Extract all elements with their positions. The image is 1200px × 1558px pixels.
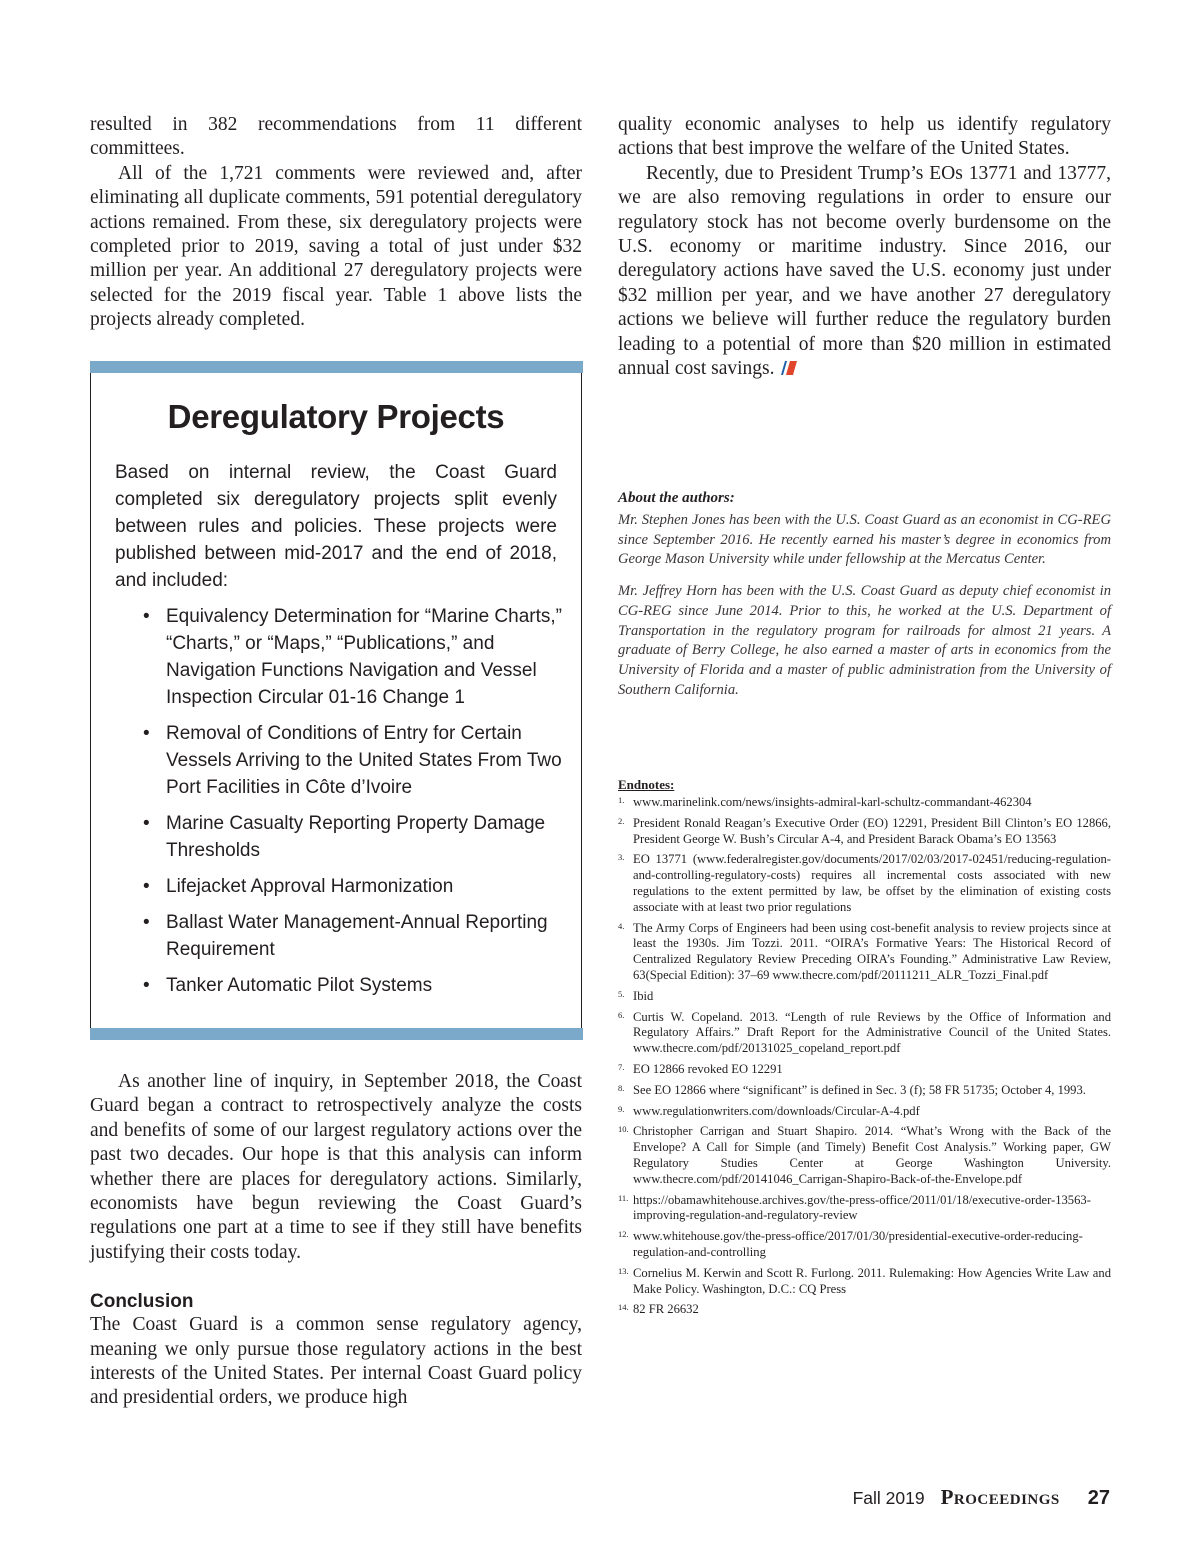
endnote <box>618 989 1111 1005</box>
endnote <box>618 1083 1111 1099</box>
endnote <box>618 1124 1111 1187</box>
endnote-number: 1. <box>618 795 625 805</box>
list-item-text: Marine Casualty Reporting Property Damage Thresholds <box>166 813 546 861</box>
endnote-text: https://obamawhitehouse.archives.gov/the-press-office/2011/01/18/executive-order-13563-improving-regulation-and-regulatory-review <box>633 1192 1091 1223</box>
endnote-text: Curtis W. Copeland. 2013. “Length of rule Reviews by the Office of Information and Regulatory Affairs.” Draft Report for the Administrative Council of the United States. www.thecre.com/pdf/20131025_copeland_report.pdf <box>633 1009 1111 1056</box>
endnote <box>618 1104 1111 1120</box>
endnote <box>618 1302 1111 1318</box>
list-item <box>139 603 563 711</box>
right-column <box>618 113 1111 381</box>
endnote <box>618 816 1111 848</box>
endnotes-heading: Endnotes: <box>618 777 675 792</box>
endnote-number: 11. <box>618 1192 629 1203</box>
endnote <box>618 1010 1111 1057</box>
endnote-text: See EO 12866 where “significant” is defined in Sec. 3 (f); 58 FR 51735; October 4, 1993. <box>633 1082 1086 1097</box>
endnote-number: 6. <box>618 1009 625 1020</box>
body-paragraph: resulted in 382 recommendations from 11 different committees. <box>90 114 582 160</box>
endnote-text: Cornelius M. Kerwin and Scott R. Furlong. 2011. Rulemaking: How Agencies Write Law and Make Policy. Washington, D.C.: CQ Press <box>633 1265 1111 1296</box>
page-footer <box>853 1485 1110 1510</box>
left-column-top <box>90 113 582 333</box>
endnote-text: 82 FR 26632 <box>633 1302 699 1317</box>
sidebar-top-bar <box>90 361 583 373</box>
deregulatory-projects-sidebar <box>90 361 582 1040</box>
endnote-number: 13. <box>618 1265 629 1276</box>
author-bio: Mr. Stephen Jones has been with the U.S. Coast Guard as an economist in CG-REG since September 2016. He recently earned his master’s degree in economics from George Mason University while under fellowship at the Mercatus Center. <box>618 512 1111 568</box>
magazine-name: Proceedings <box>940 1485 1060 1509</box>
endnotes-list <box>618 795 1111 1318</box>
endnote-number: 14. <box>618 1302 629 1313</box>
endnote-text: www.marinelink.com/news/insights-admiral-karl-schultz-commandant-462304 <box>633 795 1032 809</box>
endnote-text: EO 13771 (www.federalregister.gov/documents/2017/02/03/2017-02451/reducing-regulation-and-controlling-regulatory-costs) requires all incremental costs associated with new regulations to the extent permitted by law, be offset by the elimination of existing costs associate with at least two prior regulations <box>633 852 1111 914</box>
sidebar-project-list <box>139 603 563 1008</box>
endnote-text: EO 12866 revoked EO 12291 <box>633 1061 783 1076</box>
bullet-icon: • <box>143 912 150 933</box>
endnote-text: Christopher Carrigan and Stuart Shapiro. 2014. “What’s Wrong with the Back of the Envelope? A Call for Simple (and Timely) Benefit Cost Analysis.” Working paper, GW Regulatory Studies Center at George Washington University. www.thecre.com/pdf/20141046_Carrigan-Shapiro-Back-of-the-Envelope.pdf <box>633 1124 1111 1186</box>
endnote-text: President Ronald Reagan’s Executive Order (EO) 12291, President Bill Clinton’s EO 12866, President George W. Bush’s Circular A-4, and President Barack Obama’s EO 13563 <box>633 815 1111 846</box>
endnotes <box>618 777 1111 1323</box>
endnote-number: 4. <box>618 920 625 931</box>
body-paragraph-text: Recently, due to President Trump’s EOs 13771 and 13777, we are also removing regulations in order to ensure our regulatory stock has not become overly burdensome on the U.S. economy or maritime industry. Since 2016, our deregulatory actions have saved the U.S. economy just under $32 million per year, and we have another 27 deregulatory actions we believe will further reduce the regulatory burden leading to a potential of more than $20 million in estimated annual cost savings. <box>618 162 1111 380</box>
body-paragraph: quality economic analyses to help us identify regulatory actions that best improve the welfare of the United States. <box>618 114 1111 160</box>
issue-date: Fall 2019 <box>852 1488 925 1508</box>
endnote <box>618 1229 1111 1261</box>
end-of-article-icon <box>778 360 798 376</box>
bullet-icon: • <box>143 606 150 627</box>
bullet-icon: • <box>143 876 150 897</box>
endnote-number: 3. <box>618 852 625 863</box>
endnote-number: 10. <box>618 1124 629 1135</box>
sidebar-title: Deregulatory Projects <box>167 398 505 435</box>
list-item <box>139 720 563 801</box>
list-item-text: Removal of Conditions of Entry for Certain Vessels Arriving to the United States From Two Port Facilities in Côte d’Ivoire <box>166 723 562 798</box>
list-item-text: Lifejacket Approval Harmonization <box>166 876 454 897</box>
endnote-number: 8. <box>618 1082 625 1093</box>
list-item-text: Ballast Water Management-Annual Reporting Requirement <box>166 912 548 960</box>
endnote-number: 12. <box>618 1229 629 1240</box>
body-paragraph: As another line of inquiry, in September 2018, the Coast Guard began a contract to retrospectively analyze the costs and benefits of some of our largest regulatory actions over the past two decades. Our hope is that this analysis can inform whether there are places for deregulatory actions. Similarly, economists have begun reviewing the Coast Guard’s regulations one part at a time to see if they still have benefits justifying their costs today. <box>90 1071 582 1263</box>
endnote-number: 2. <box>618 815 625 826</box>
endnote-text: The Army Corps of Engineers had been using cost-benefit analysis to review projects since at least the 1930s. Jim Tozzi. 2011. “OIRA’s Formative Years: The Historical Record of Centralized Regulatory Review Preceding OIRA’s Founding.” Administrative Law Review, 63(Special Edition): 37–69 www.thecre.com/pdf/20111211_ALR_Tozzi_Final.pdf <box>633 920 1111 982</box>
about-heading: About the authors: <box>618 490 735 506</box>
bullet-icon: • <box>143 813 150 834</box>
endnote-number: 5. <box>618 988 625 999</box>
bullet-icon: • <box>143 723 150 744</box>
list-item <box>139 909 563 963</box>
endnote-number: 9. <box>618 1103 625 1114</box>
endnote-number: 7. <box>618 1061 625 1072</box>
list-item-text: Tanker Automatic Pilot Systems <box>166 975 433 996</box>
endnote <box>618 1062 1111 1078</box>
endnote <box>618 1266 1111 1298</box>
body-paragraph <box>618 162 1111 382</box>
left-column-bottom <box>90 1070 582 1411</box>
author-bio: Mr. Jeffrey Horn has been with the U.S. Coast Guard as deputy chief economist in CG-REG since June 2014. Prior to this, he worked at the U.S. Department of Transportation in the regulatory program for railroads for almost 21 years. A graduate of Berry College, he also earned a master of arts in economics from the University of Florida and a master of public administration from the University of Southern California. <box>618 583 1111 698</box>
bullet-icon: • <box>143 975 150 996</box>
about-the-authors <box>618 490 1111 712</box>
endnote-text: www.whitehouse.gov/the-press-office/2017/01/30/presidential-executive-order-reducing-regulation-and-controlling <box>633 1229 1083 1259</box>
body-paragraph: All of the 1,721 comments were reviewed and, after eliminating all duplicate comments, 591 potential deregulatory actions remained. From these, six deregulatory projects were completed prior to 2019, saving a total of just under $32 million per year. An additional 27 deregulatory projects were selected for the 2019 fiscal year. Table 1 above lists the projects already completed. <box>90 162 582 331</box>
list-item <box>139 810 563 864</box>
sidebar-intro: Based on internal review, the Coast Guard completed six deregulatory projects split evenly between rules and policies. These projects were published between mid-2017 and the end of 2018, and included: <box>115 462 557 591</box>
conclusion-heading: Conclusion <box>90 1291 194 1313</box>
page-number: 27 <box>1087 1487 1110 1509</box>
endnote <box>618 852 1111 915</box>
list-item-text: Equivalency Determination for “Marine Charts,” “Charts,” or “Maps,” “Publications,” and Navigation Functions Navigation and Vessel Inspection Circular 01-16 Change 1 <box>166 606 562 708</box>
endnote-text: www.regulationwriters.com/downloads/Circular-A-4.pdf <box>633 1103 920 1118</box>
endnote-text: Ibid <box>633 988 654 1003</box>
sidebar-bottom-bar <box>90 1028 583 1040</box>
conclusion-paragraph: The Coast Guard is a common sense regulatory agency, meaning we only pursue those regulatory actions in the best interests of the United States. Per internal Coast Guard policy and presidential orders, we produce high <box>90 1314 582 1409</box>
list-item <box>139 972 563 999</box>
endnote <box>618 795 1111 811</box>
endnote <box>618 921 1111 984</box>
list-item <box>139 873 563 900</box>
endnote <box>618 1193 1111 1225</box>
